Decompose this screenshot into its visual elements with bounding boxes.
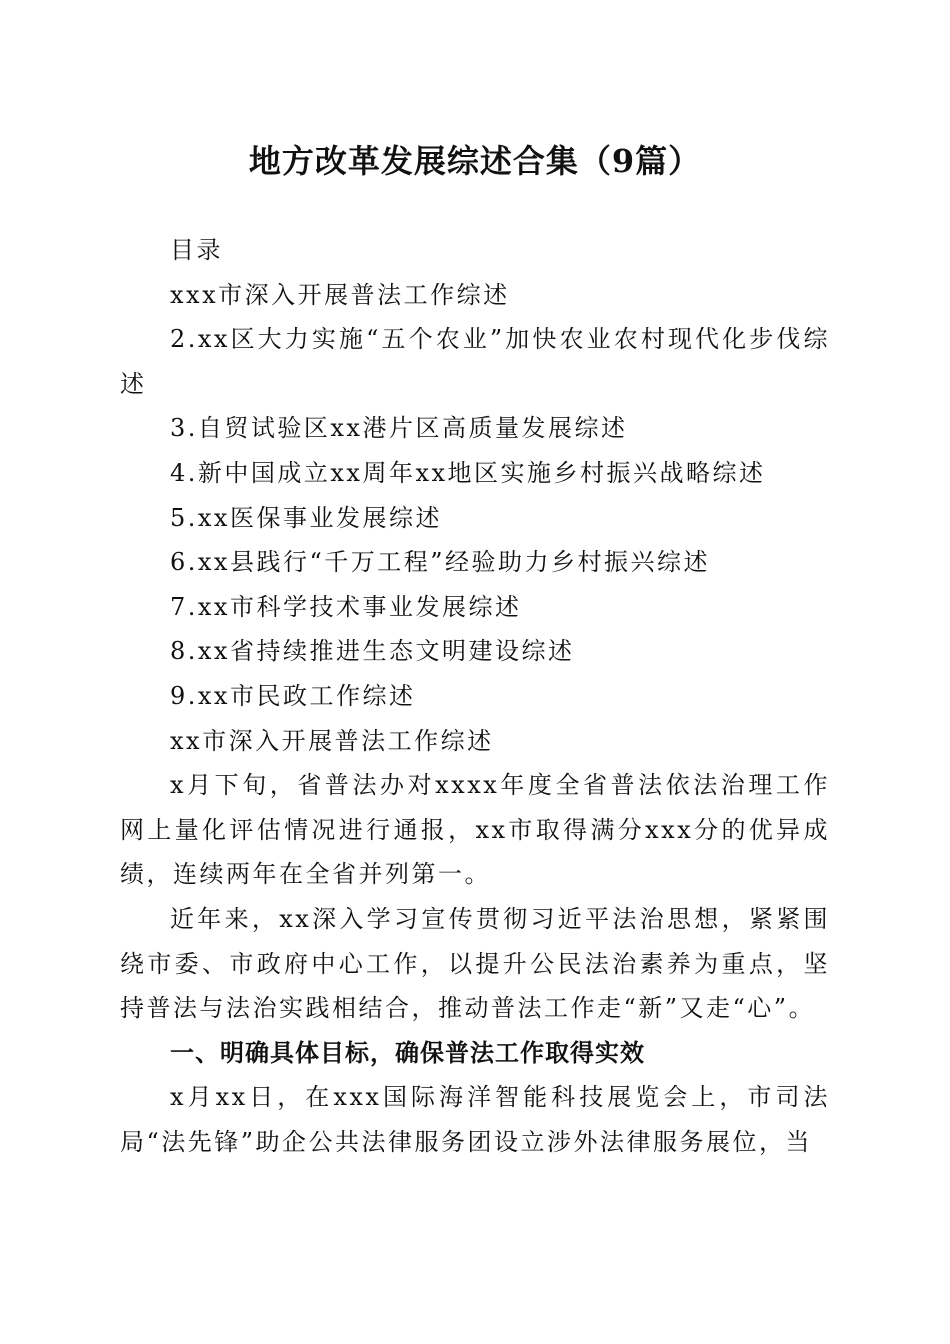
toc-item-5: 5.xx医保事业发展综述	[170, 503, 442, 532]
toc-item-4: 4.新中国成立xx周年xx地区实施乡村振兴战略综述	[170, 458, 766, 487]
body-paragraph: 近年来，xx深入学习宣传贯彻习近平法治思想，紧紧围绕市委、市政府中心工作，以提升公民法治素养为重点，坚持普法与法治实践相结合，推动普法工作走“新”又走“心”。	[120, 904, 830, 1023]
toc-item-7: 7.xx市科学技术事业发展综述	[170, 592, 522, 621]
toc-item-6: 6.xx县践行“千万工程”经验助力乡村振兴综述	[170, 548, 711, 577]
document-title: 地方改革发展综述合集（9篇）	[248, 142, 702, 180]
article-title: xx市深入开展普法工作综述	[170, 726, 494, 755]
section-paragraph: x月xx日，在xxx国际海洋智能科技展览会上，市司法局“法先锋”助企公共法律服务团设立涉外法律服务展位，当	[120, 1083, 830, 1156]
document-body	[120, 228, 830, 1164]
toc-item-2: 2.xx区大力实施“五个农业”加快农业农村现代化步伐综述	[120, 325, 830, 398]
toc-item-1: xxx市深入开展普法工作综述	[170, 280, 510, 309]
toc-item-8: 8.xx省持续推进生态文明建设综述	[170, 637, 575, 666]
body-paragraph: x月下旬，省普法办对xxxx年度全省普法依法治理工作网上量化评估情况进行通报，xx市取得满分xxx分的优异成绩，连续两年在全省并列第一。	[120, 771, 830, 889]
section-heading: 一、明确具体目标，确保普法工作取得实效	[170, 1038, 645, 1067]
toc-item-9: 9.xx市民政工作综述	[170, 681, 416, 710]
toc-heading: 目录	[170, 236, 223, 264]
toc-item-3: 3.自贸试验区xx港片区高质量发展综述	[170, 414, 628, 443]
